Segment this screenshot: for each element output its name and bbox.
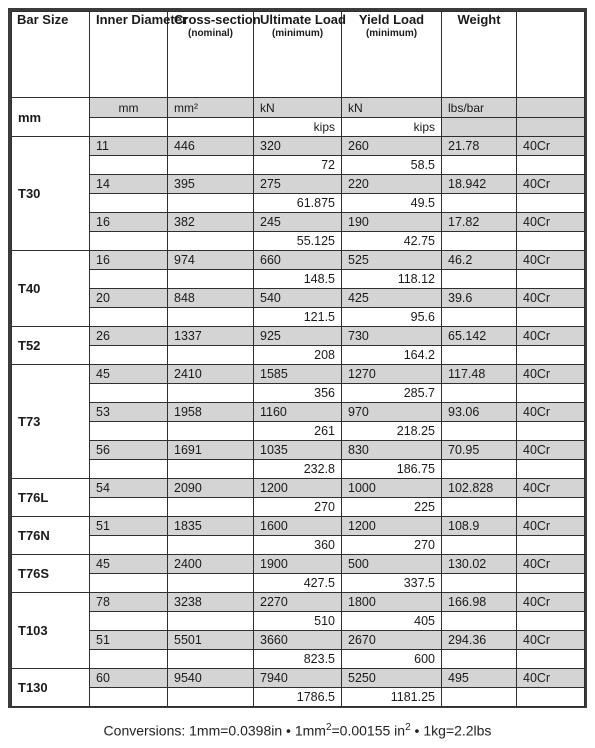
cross-section-cell: 9540 bbox=[168, 669, 254, 688]
blank-cell bbox=[442, 346, 517, 365]
table-row bbox=[12, 517, 585, 536]
yield-kn-cell: 1000 bbox=[342, 479, 442, 498]
blank-cell bbox=[90, 194, 168, 213]
cross-section-cell: 2410 bbox=[168, 365, 254, 384]
cross-section-cell: 2400 bbox=[168, 555, 254, 574]
blank-cell bbox=[517, 346, 585, 365]
header-extra bbox=[517, 12, 585, 98]
blank-cell bbox=[517, 460, 585, 479]
table-row bbox=[12, 631, 585, 650]
blank-cell bbox=[90, 536, 168, 555]
bar-size-cell: T76L bbox=[12, 479, 90, 517]
cross-section-cell: 1337 bbox=[168, 327, 254, 346]
blank-cell bbox=[442, 650, 517, 669]
blank-cell bbox=[442, 612, 517, 631]
yield-kn-cell: 2670 bbox=[342, 631, 442, 650]
blank-cell bbox=[168, 498, 254, 517]
unit-yield-kips: kips bbox=[342, 118, 442, 137]
bar-specification-table bbox=[11, 11, 585, 707]
grade-cell: 40Cr bbox=[517, 365, 585, 384]
unit-blank bbox=[442, 118, 517, 137]
header-ultimate-load-sub: (minimum) bbox=[271, 28, 324, 39]
inner-diameter-cell: 45 bbox=[90, 365, 168, 384]
inner-diameter-cell: 26 bbox=[90, 327, 168, 346]
ultimate-kn-cell: 2270 bbox=[254, 593, 342, 612]
table-row-kips bbox=[12, 460, 585, 479]
blank-cell bbox=[442, 574, 517, 593]
yield-kn-cell: 190 bbox=[342, 213, 442, 232]
yield-kips-cell: 405 bbox=[342, 612, 442, 631]
inner-diameter-cell: 16 bbox=[90, 213, 168, 232]
yield-kips-cell: 95.6 bbox=[342, 308, 442, 327]
ultimate-kips-cell: 356 bbox=[254, 384, 342, 403]
inner-diameter-cell: 78 bbox=[90, 593, 168, 612]
yield-kn-cell: 970 bbox=[342, 403, 442, 422]
squared-superscript: 2 bbox=[405, 722, 411, 733]
blank-cell bbox=[90, 232, 168, 251]
bar-size-cell: T52 bbox=[12, 327, 90, 365]
cross-section-cell: 3238 bbox=[168, 593, 254, 612]
unit-bar-size: mm bbox=[12, 98, 90, 137]
ultimate-kips-cell: 360 bbox=[254, 536, 342, 555]
header-yield-load-sub: (minimum) bbox=[365, 28, 418, 39]
table-frame bbox=[8, 8, 587, 708]
grade-cell: 40Cr bbox=[517, 213, 585, 232]
blank-cell bbox=[90, 422, 168, 441]
table-sheet bbox=[11, 11, 584, 705]
blank-cell bbox=[168, 346, 254, 365]
cross-section-cell: 382 bbox=[168, 213, 254, 232]
blank-cell bbox=[90, 688, 168, 707]
ultimate-kips-cell: 1786.5 bbox=[254, 688, 342, 707]
unit-ultimate-kn: kN bbox=[254, 98, 342, 118]
inner-diameter-cell: 51 bbox=[90, 517, 168, 536]
table-row-kips bbox=[12, 194, 585, 213]
blank-cell bbox=[90, 308, 168, 327]
grade-cell: 40Cr bbox=[517, 327, 585, 346]
yield-kips-cell: 42.75 bbox=[342, 232, 442, 251]
header-ultimate-load bbox=[254, 12, 346, 98]
inner-diameter-cell: 14 bbox=[90, 175, 168, 194]
grade-cell: 40Cr bbox=[517, 175, 585, 194]
yield-kips-cell: 49.5 bbox=[342, 194, 442, 213]
header-yield-load bbox=[342, 12, 442, 98]
weight-cell: 18.942 bbox=[442, 175, 517, 194]
ultimate-kn-cell: 540 bbox=[254, 289, 342, 308]
yield-kn-cell: 260 bbox=[342, 137, 442, 156]
ultimate-kips-cell: 510 bbox=[254, 612, 342, 631]
table-row bbox=[12, 403, 585, 422]
blank-cell bbox=[168, 536, 254, 555]
table-row-kips bbox=[12, 232, 585, 251]
table-row bbox=[12, 289, 585, 308]
blank-cell bbox=[517, 194, 585, 213]
header-yield-load-label: Yield Load bbox=[358, 12, 425, 27]
yield-kn-cell: 730 bbox=[342, 327, 442, 346]
ultimate-kips-cell: 148.5 bbox=[254, 270, 342, 289]
bar-size-cell: T73 bbox=[12, 365, 90, 479]
table-row bbox=[12, 441, 585, 460]
blank-cell bbox=[168, 232, 254, 251]
units-kips-row bbox=[12, 118, 585, 137]
blank-cell bbox=[517, 688, 585, 707]
table-row bbox=[12, 137, 585, 156]
weight-cell: 495 bbox=[442, 669, 517, 688]
table-row bbox=[12, 479, 585, 498]
weight-cell: 117.48 bbox=[442, 365, 517, 384]
ultimate-kn-cell: 320 bbox=[254, 137, 342, 156]
unit-weight: lbs/bar bbox=[442, 98, 517, 118]
table-row-kips bbox=[12, 498, 585, 517]
blank-cell bbox=[442, 308, 517, 327]
bar-size-cell: T76S bbox=[12, 555, 90, 593]
grade-cell: 40Cr bbox=[517, 517, 585, 536]
blank-cell bbox=[168, 460, 254, 479]
yield-kips-cell: 285.7 bbox=[342, 384, 442, 403]
ultimate-kips-cell: 270 bbox=[254, 498, 342, 517]
bar-size-cell: T30 bbox=[12, 137, 90, 251]
grade-cell: 40Cr bbox=[517, 479, 585, 498]
yield-kn-cell: 5250 bbox=[342, 669, 442, 688]
blank-cell bbox=[517, 574, 585, 593]
blank-cell bbox=[517, 156, 585, 175]
ultimate-kips-cell: 823.5 bbox=[254, 650, 342, 669]
table-row bbox=[12, 593, 585, 612]
ultimate-kn-cell: 1035 bbox=[254, 441, 342, 460]
yield-kips-cell: 270 bbox=[342, 536, 442, 555]
blank-cell bbox=[517, 650, 585, 669]
inner-diameter-cell: 51 bbox=[90, 631, 168, 650]
cross-section-cell: 1958 bbox=[168, 403, 254, 422]
weight-cell: 46.2 bbox=[442, 251, 517, 270]
unit-blank bbox=[517, 118, 585, 137]
inner-diameter-cell: 16 bbox=[90, 251, 168, 270]
table-row bbox=[12, 175, 585, 194]
header-cross-section-sub: (nominal) bbox=[188, 28, 233, 39]
ultimate-kips-cell: 208 bbox=[254, 346, 342, 365]
blank-cell bbox=[442, 422, 517, 441]
weight-cell: 17.82 bbox=[442, 213, 517, 232]
ultimate-kips-cell: 232.8 bbox=[254, 460, 342, 479]
header-inner-diameter: Inner Diameter bbox=[90, 12, 168, 98]
blank-cell bbox=[168, 688, 254, 707]
bar-size-cell: T40 bbox=[12, 251, 90, 327]
weight-cell: 108.9 bbox=[442, 517, 517, 536]
grade-cell: 40Cr bbox=[517, 289, 585, 308]
inner-diameter-cell: 54 bbox=[90, 479, 168, 498]
blank-cell bbox=[168, 270, 254, 289]
cross-section-cell: 1835 bbox=[168, 517, 254, 536]
blank-cell bbox=[90, 460, 168, 479]
blank-cell bbox=[442, 460, 517, 479]
cross-section-cell: 848 bbox=[168, 289, 254, 308]
table-row-kips bbox=[12, 536, 585, 555]
blank-cell bbox=[168, 384, 254, 403]
blank-cell bbox=[442, 270, 517, 289]
grade-cell: 40Cr bbox=[517, 631, 585, 650]
blank-cell bbox=[168, 612, 254, 631]
yield-kn-cell: 220 bbox=[342, 175, 442, 194]
yield-kn-cell: 1270 bbox=[342, 365, 442, 384]
yield-kips-cell: 58.5 bbox=[342, 156, 442, 175]
ultimate-kips-cell: 72 bbox=[254, 156, 342, 175]
yield-kn-cell: 525 bbox=[342, 251, 442, 270]
grade-cell: 40Cr bbox=[517, 669, 585, 688]
grade-cell: 40Cr bbox=[517, 555, 585, 574]
table-body bbox=[12, 98, 585, 707]
yield-kips-cell: 1181.25 bbox=[342, 688, 442, 707]
ultimate-kips-cell: 261 bbox=[254, 422, 342, 441]
blank-cell bbox=[90, 574, 168, 593]
blank-cell bbox=[168, 156, 254, 175]
blank-cell bbox=[168, 422, 254, 441]
grade-cell: 40Cr bbox=[517, 137, 585, 156]
grade-cell: 40Cr bbox=[517, 441, 585, 460]
unit-cross-section: mm² bbox=[168, 98, 254, 118]
ultimate-kips-cell: 61.875 bbox=[254, 194, 342, 213]
cross-section-cell: 974 bbox=[168, 251, 254, 270]
ultimate-kn-cell: 1900 bbox=[254, 555, 342, 574]
grade-cell: 40Cr bbox=[517, 593, 585, 612]
squared-superscript: 2 bbox=[325, 722, 332, 733]
yield-kips-cell: 600 bbox=[342, 650, 442, 669]
table-row bbox=[12, 327, 585, 346]
table-row-kips bbox=[12, 270, 585, 289]
blank-cell bbox=[168, 574, 254, 593]
blank-cell bbox=[90, 612, 168, 631]
ultimate-kn-cell: 660 bbox=[254, 251, 342, 270]
conversions-note bbox=[0, 722, 595, 739]
cross-section-cell: 2090 bbox=[168, 479, 254, 498]
yield-kips-cell: 164.2 bbox=[342, 346, 442, 365]
conversions-suffix: • 1kg=2.2lbs bbox=[410, 722, 492, 739]
bar-size-cell: T103 bbox=[12, 593, 90, 669]
blank-cell bbox=[442, 156, 517, 175]
yield-kips-cell: 225 bbox=[342, 498, 442, 517]
grade-cell: 40Cr bbox=[517, 251, 585, 270]
header-cross-section bbox=[168, 12, 261, 98]
table-row bbox=[12, 555, 585, 574]
blank-cell bbox=[517, 308, 585, 327]
cross-section-cell: 395 bbox=[168, 175, 254, 194]
weight-cell: 166.98 bbox=[442, 593, 517, 612]
table-row-kips bbox=[12, 422, 585, 441]
blank-cell bbox=[442, 194, 517, 213]
weight-cell: 102.828 bbox=[442, 479, 517, 498]
inner-diameter-cell: 53 bbox=[90, 403, 168, 422]
yield-kn-cell: 425 bbox=[342, 289, 442, 308]
yield-kn-cell: 500 bbox=[342, 555, 442, 574]
unit-blank bbox=[90, 118, 168, 137]
unit-extra bbox=[517, 98, 585, 118]
ultimate-kn-cell: 1200 bbox=[254, 479, 342, 498]
ultimate-kn-cell: 3660 bbox=[254, 631, 342, 650]
unit-blank bbox=[168, 118, 254, 137]
blank-cell bbox=[517, 612, 585, 631]
header-ultimate-load-label: Ultimate Load bbox=[260, 12, 346, 27]
blank-cell bbox=[517, 270, 585, 289]
header-bar-size: Bar Size bbox=[12, 12, 90, 98]
weight-cell: 93.06 bbox=[442, 403, 517, 422]
ultimate-kn-cell: 1585 bbox=[254, 365, 342, 384]
blank-cell bbox=[442, 498, 517, 517]
table-row bbox=[12, 213, 585, 232]
conversions-mid: =0.00155 in bbox=[331, 722, 406, 739]
header-row bbox=[12, 12, 585, 98]
blank-cell bbox=[442, 232, 517, 251]
blank-cell bbox=[517, 384, 585, 403]
inner-diameter-cell: 45 bbox=[90, 555, 168, 574]
blank-cell bbox=[90, 650, 168, 669]
blank-cell bbox=[90, 498, 168, 517]
blank-cell bbox=[90, 346, 168, 365]
ultimate-kn-cell: 7940 bbox=[254, 669, 342, 688]
table-row-kips bbox=[12, 384, 585, 403]
inner-diameter-cell: 56 bbox=[90, 441, 168, 460]
header-cross-section-label: Cross-section bbox=[174, 12, 261, 27]
ultimate-kips-cell: 121.5 bbox=[254, 308, 342, 327]
yield-kips-cell: 337.5 bbox=[342, 574, 442, 593]
blank-cell bbox=[90, 156, 168, 175]
yield-kn-cell: 830 bbox=[342, 441, 442, 460]
yield-kn-cell: 1800 bbox=[342, 593, 442, 612]
ultimate-kips-cell: 427.5 bbox=[254, 574, 342, 593]
weight-cell: 294.36 bbox=[442, 631, 517, 650]
table-row bbox=[12, 251, 585, 270]
inner-diameter-cell: 60 bbox=[90, 669, 168, 688]
table-row-kips bbox=[12, 688, 585, 707]
weight-cell: 21.78 bbox=[442, 137, 517, 156]
blank-cell bbox=[442, 536, 517, 555]
blank-cell bbox=[90, 270, 168, 289]
table-row-kips bbox=[12, 650, 585, 669]
table-row-kips bbox=[12, 346, 585, 365]
table-row-kips bbox=[12, 156, 585, 175]
blank-cell bbox=[517, 422, 585, 441]
weight-cell: 39.6 bbox=[442, 289, 517, 308]
weight-cell: 65.142 bbox=[442, 327, 517, 346]
bar-size-cell: T130 bbox=[12, 669, 90, 707]
unit-yield-kn: kN bbox=[342, 98, 442, 118]
weight-cell: 70.95 bbox=[442, 441, 517, 460]
blank-cell bbox=[442, 384, 517, 403]
ultimate-kips-cell: 55.125 bbox=[254, 232, 342, 251]
ultimate-kn-cell: 1160 bbox=[254, 403, 342, 422]
inner-diameter-cell: 20 bbox=[90, 289, 168, 308]
ultimate-kn-cell: 1600 bbox=[254, 517, 342, 536]
bar-size-cell: T76N bbox=[12, 517, 90, 555]
grade-cell: 40Cr bbox=[517, 403, 585, 422]
units-row bbox=[12, 98, 585, 118]
blank-cell bbox=[517, 232, 585, 251]
blank-cell bbox=[168, 194, 254, 213]
table-row-kips bbox=[12, 612, 585, 631]
ultimate-kn-cell: 925 bbox=[254, 327, 342, 346]
weight-cell: 130.02 bbox=[442, 555, 517, 574]
ultimate-kn-cell: 245 bbox=[254, 213, 342, 232]
cross-section-cell: 1691 bbox=[168, 441, 254, 460]
table-row bbox=[12, 669, 585, 688]
yield-kips-cell: 218.25 bbox=[342, 422, 442, 441]
table-row bbox=[12, 365, 585, 384]
blank-cell bbox=[168, 650, 254, 669]
ultimate-kn-cell: 275 bbox=[254, 175, 342, 194]
blank-cell bbox=[168, 308, 254, 327]
cross-section-cell: 446 bbox=[168, 137, 254, 156]
table-row-kips bbox=[12, 574, 585, 593]
unit-inner-diameter: mm bbox=[90, 98, 168, 118]
yield-kips-cell: 118.12 bbox=[342, 270, 442, 289]
blank-cell bbox=[517, 536, 585, 555]
blank-cell bbox=[442, 688, 517, 707]
inner-diameter-cell: 11 bbox=[90, 137, 168, 156]
table-row-kips bbox=[12, 308, 585, 327]
unit-ultimate-kips: kips bbox=[254, 118, 342, 137]
blank-cell bbox=[517, 498, 585, 517]
yield-kips-cell: 186.75 bbox=[342, 460, 442, 479]
cross-section-cell: 5501 bbox=[168, 631, 254, 650]
conversions-prefix: Conversions: 1mm=0.0398in • 1mm bbox=[103, 722, 326, 739]
blank-cell bbox=[90, 384, 168, 403]
header-weight: Weight bbox=[442, 12, 517, 98]
yield-kn-cell: 1200 bbox=[342, 517, 442, 536]
